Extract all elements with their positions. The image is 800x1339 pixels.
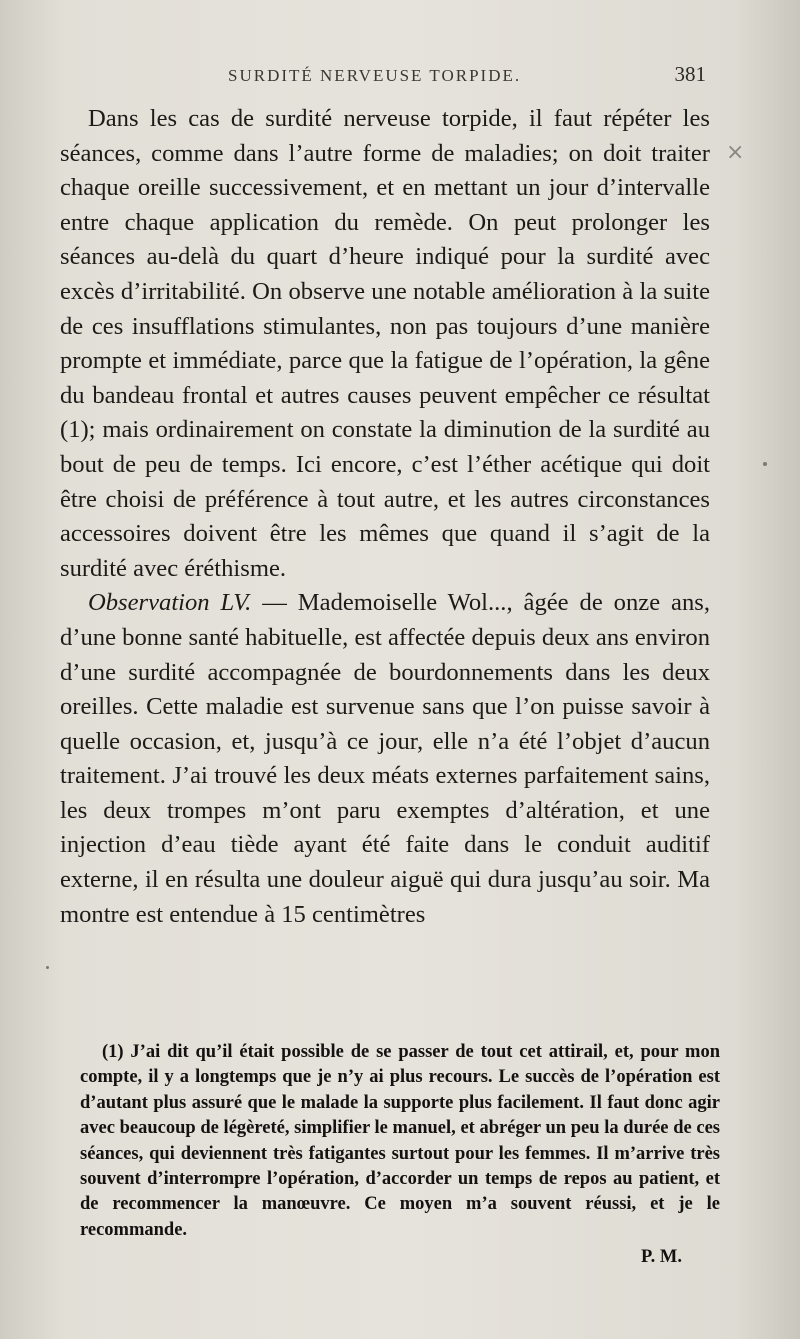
paragraph: Dans les cas de surdité nerveuse torpide, il faut répéter les séances, comme dans l’autre forme de maladies; on doit traiter chaque oreille successivement, et en mettant un jour d’intervalle entre chaque application du remède. On peut prolonger les séances au-delà du quart d’heure indiqué pour la surdité avec excès d’irritabilité. On observe une notable amélioration à la suite de ces insufflations stimulantes, non pas toujours d’une manière prompte et immédiate, parce que la fatigue de l’opération, la gêne du bandeau frontal et autres causes peuvent empêcher ce résultat (1); mais ordinairement on constate la diminution de la surdité au bout de peu de temps. Ici encore, c’est l’éther acétique qui doit être choisi de préférence à tout autre, et les autres circonstances accessoires doivent être les mêmes que quand il s’agit de la surdité avec éréthisme. — [60, 105, 710, 582]
observation-label: Observation LV. — [88, 589, 252, 617]
observation-paragraph — [60, 586, 710, 932]
running-head — [60, 62, 710, 94]
footnote-signature: P. M. — [641, 1247, 682, 1268]
footnote — [80, 1040, 720, 1271]
paper-speck — [763, 462, 767, 466]
running-title: SURDITÉ NERVEUSE TORPIDE. — [228, 66, 522, 85]
page-number: 381 — [674, 62, 706, 86]
margin-cross-mark: × — [726, 140, 745, 165]
paper-speck — [46, 966, 49, 969]
observation-text: — Mademoiselle Wol..., âgée de onze ans, d’une bonne santé habituelle, est affectée depuis deux ans environ d’une surdité accompagnée de bourdonnements dans les deux oreilles. Cette maladie est survenue sans que l’on puisse savoir à quelle occasion, et, jusqu’à ce jour, elle n’a été l’objet d’aucun traitement. J’ai trouvé les deux méats externes parfaitement sains, les deux trompes m’ont paru exemptes d’altération, et une injection d’eau tiède ayant été faite dans le conduit auditif externe, il en résulta une douleur aiguë qui dura jusqu’au soir. Ma montre est entendue à 15 centimètres — [60, 589, 710, 928]
body-text — [60, 102, 710, 932]
footnote-text: (1) J’ai dit qu’il était possible de se passer de tout cet attirail, et, pour mon compte, il y a longtemps que je n’y ai plus recours. Le succès de l’opération est d’autant plus assuré que le malade la supporte plus facilement. Il faut donc agir avec beaucoup de légèreté, simplifier le manuel, et abréger un peu la durée de ces séances, qui deviennent très fatigantes surtout pour les femmes. Il m’arrive très souvent d’interrompre l’opération, d’accorder un temps de repos au patient, et de recommencer la manœuvre. Ce moyen m’a souvent réussi, et je le recommande. — [80, 1042, 720, 1240]
